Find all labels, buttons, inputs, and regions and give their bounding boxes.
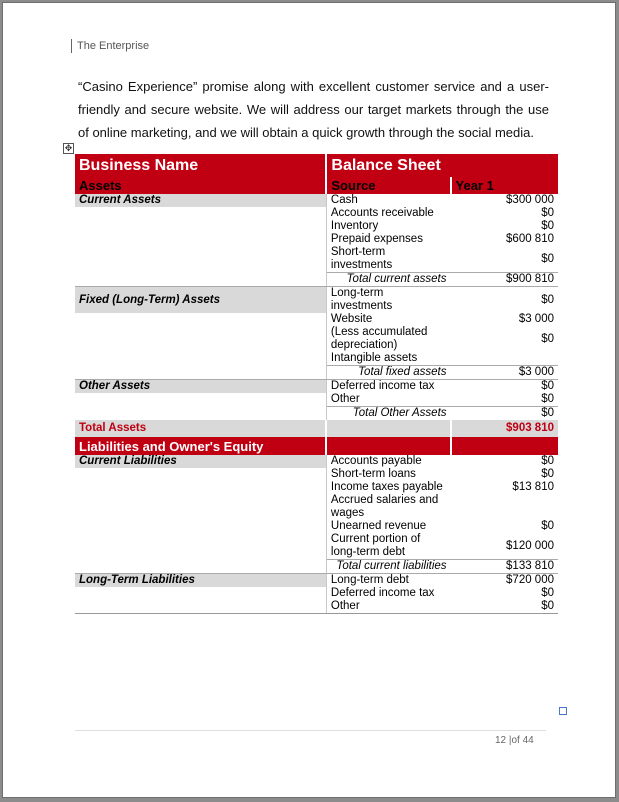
running-header: The Enterprise bbox=[71, 39, 149, 53]
item-value: $0 bbox=[541, 220, 554, 232]
item-name: Cash bbox=[326, 194, 450, 207]
business-name-title: Business Name bbox=[75, 154, 326, 177]
item-name: Short-term investments bbox=[326, 246, 450, 273]
subtotal-row bbox=[75, 366, 558, 380]
table-row bbox=[75, 326, 558, 352]
item-name: Deferred income tax bbox=[326, 380, 450, 394]
item-value bbox=[451, 352, 558, 366]
table-row bbox=[75, 194, 558, 207]
table-row bbox=[75, 313, 558, 326]
item-name: Website bbox=[326, 313, 450, 326]
page-number: 12 |of 44 bbox=[495, 735, 534, 746]
section-label-longterm-liabilities: Long-Term Liabilities bbox=[75, 574, 326, 588]
table-row bbox=[75, 380, 558, 394]
item-value: $0 bbox=[541, 252, 554, 265]
item-name: Accounts payable bbox=[326, 455, 450, 468]
item-name: Current portion of long-term debt bbox=[326, 533, 450, 560]
item-value: $0 bbox=[541, 468, 554, 480]
total-assets-value: $903 810 bbox=[451, 420, 558, 437]
item-name: Other bbox=[326, 393, 450, 407]
table-row bbox=[75, 233, 558, 246]
item-value: $0 bbox=[541, 393, 554, 405]
table-row bbox=[75, 220, 558, 233]
assets-header: Assets bbox=[75, 177, 326, 194]
section-label-current-liabilities: Current Liabilities bbox=[75, 455, 326, 468]
item-value: $720 000 bbox=[506, 574, 554, 586]
item-value: $0 bbox=[541, 455, 554, 467]
table-move-icon[interactable]: ✥ bbox=[64, 143, 73, 153]
total-assets-label: Total Assets bbox=[75, 420, 326, 437]
item-value: $0 bbox=[541, 332, 554, 345]
item-name: Accrued salaries and wages bbox=[326, 494, 450, 520]
section-label-other-assets: Other Assets bbox=[75, 380, 326, 394]
subtotal-label: Total fixed assets bbox=[326, 366, 450, 380]
subtotal-label: Total Other Assets bbox=[326, 407, 450, 421]
balance-sheet-table bbox=[75, 154, 558, 614]
item-value: $0 bbox=[541, 587, 554, 599]
subtotal-label: Total current liabilities bbox=[326, 560, 450, 574]
balance-sheet-title: Balance Sheet bbox=[326, 154, 558, 177]
subtotal-row bbox=[75, 560, 558, 574]
item-name: Unearned revenue bbox=[326, 520, 450, 533]
table-row bbox=[75, 246, 558, 273]
item-name: Income taxes payable bbox=[326, 481, 450, 494]
item-value: $0 bbox=[451, 600, 558, 614]
table-row bbox=[75, 600, 558, 614]
item-name: Short-term loans bbox=[326, 468, 450, 481]
subtotal-row bbox=[75, 273, 558, 287]
item-name: Accounts receivable bbox=[326, 207, 450, 220]
section-label-current-assets: Current Assets bbox=[75, 194, 326, 207]
table-title-row bbox=[75, 154, 558, 177]
item-name: (Less accumulated depreciation) bbox=[326, 326, 450, 352]
item-value: $0 bbox=[541, 207, 554, 219]
table-row bbox=[75, 393, 558, 407]
subtotal-value: $0 bbox=[451, 407, 558, 421]
item-name: Inventory bbox=[326, 220, 450, 233]
table-row bbox=[75, 455, 558, 468]
table-row bbox=[75, 587, 558, 600]
footer-divider bbox=[75, 730, 546, 731]
table-row bbox=[75, 207, 558, 220]
table-row bbox=[75, 494, 558, 520]
item-value: $120 000 bbox=[506, 539, 554, 552]
item-value: $13 810 bbox=[512, 481, 554, 493]
item-value: $0 bbox=[541, 520, 554, 532]
item-value: $0 bbox=[541, 380, 554, 392]
table-resize-handle[interactable] bbox=[559, 707, 567, 715]
item-value: $600 810 bbox=[506, 233, 554, 245]
section-label-fixed-assets: Fixed (Long-Term) Assets bbox=[75, 287, 326, 314]
intro-paragraph: “Casino Experience” promise along with excellent customer service and a user-friendly and secure website. We will address our target markets through the use of online marketing, and we will obtain a quick growth through the social media. bbox=[78, 79, 549, 140]
item-value: $0 bbox=[541, 293, 554, 306]
item-name: Other bbox=[326, 600, 450, 614]
liabilities-header-row bbox=[75, 437, 558, 455]
subtotal-value: $900 810 bbox=[451, 273, 558, 287]
table-row bbox=[75, 533, 558, 560]
source-header: Source bbox=[326, 177, 450, 194]
subtotal-label: Total current assets bbox=[326, 273, 450, 287]
year-header: Year 1 bbox=[451, 177, 558, 194]
item-name: Long-term debt bbox=[326, 574, 450, 588]
subtotal-value: $133 810 bbox=[451, 560, 558, 574]
subtotal-row bbox=[75, 407, 558, 421]
item-value: $3 000 bbox=[518, 313, 554, 325]
column-header-row bbox=[75, 177, 558, 194]
item-name: Intangible assets bbox=[326, 352, 450, 366]
table-row bbox=[75, 481, 558, 494]
item-name: Prepaid expenses bbox=[326, 233, 450, 246]
table-row bbox=[75, 352, 558, 366]
liabilities-header: Liabilities and Owner's Equity bbox=[75, 437, 326, 455]
item-value bbox=[451, 494, 558, 520]
subtotal-value: $3 000 bbox=[451, 366, 558, 380]
total-assets-row bbox=[75, 420, 558, 437]
table-row bbox=[75, 520, 558, 533]
item-name: Deferred income tax bbox=[326, 587, 450, 600]
item-name: Long-term investments bbox=[326, 287, 450, 314]
table-row bbox=[75, 574, 558, 588]
table-row bbox=[75, 287, 558, 314]
item-value: $300 000 bbox=[506, 194, 554, 206]
table-row bbox=[75, 468, 558, 481]
